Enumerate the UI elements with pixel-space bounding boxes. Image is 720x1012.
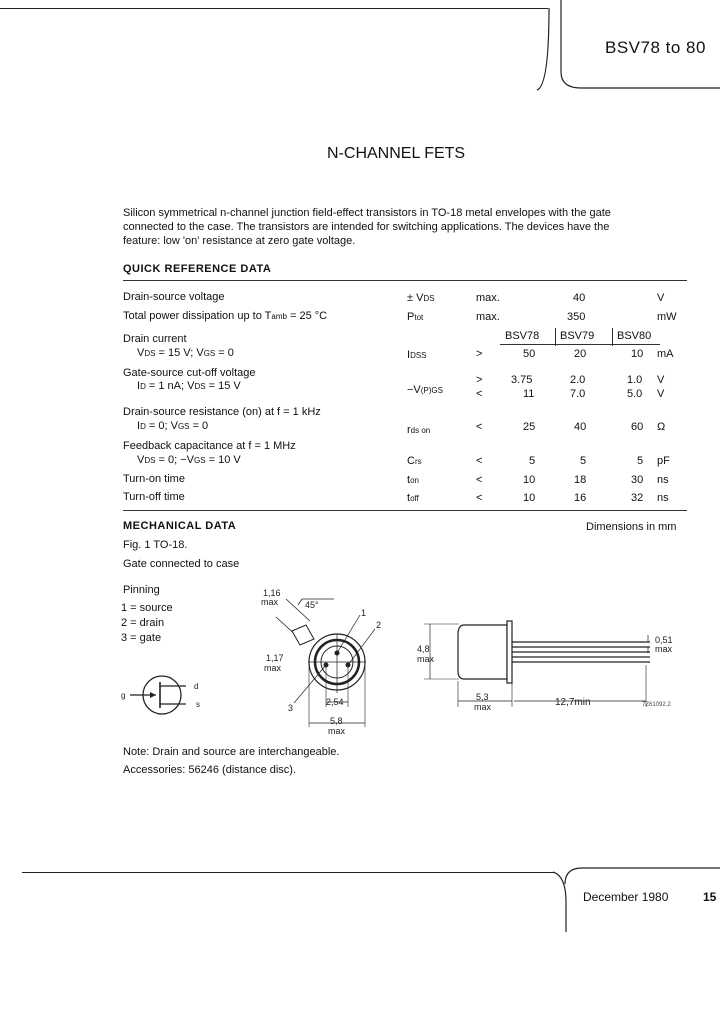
vp-unit-2: V (657, 388, 665, 400)
vds-label: Drain-source voltage (123, 291, 225, 303)
top-pin-2: 2 (376, 620, 382, 630)
idss-v1: 50 (523, 348, 536, 360)
top-dim-58-max: max (328, 726, 346, 735)
side-dim-53: 5,3 (476, 692, 489, 702)
idss-cond-label: VDS = 15 V; VGS = 0 (137, 347, 234, 359)
dims-note: Dimensions in mm (586, 521, 677, 533)
vds-cond: max. (476, 292, 500, 304)
qrd-rule (123, 280, 687, 281)
top-dim-117-max: max (264, 663, 282, 673)
qrd-end-rule (123, 510, 687, 511)
rds-cond: < (476, 421, 483, 433)
side-dim-051: 0,51 (655, 635, 673, 645)
ptot-symbol: Ptot (407, 311, 424, 323)
pinning-title: Pinning (123, 584, 160, 596)
fet-symbol (118, 672, 208, 718)
side-dim-127: 12,7min (555, 697, 591, 708)
rds-v3: 60 (631, 421, 644, 433)
crs-label: Feedback capacitance at f = 1 MHz (123, 440, 296, 452)
product-name: BSV78 to 80 (605, 38, 706, 57)
vds-unit: V (657, 292, 665, 304)
toff-v1: 10 (523, 492, 536, 504)
crs-v3: 5 (637, 455, 644, 467)
vp-min-2: 2.0 (570, 374, 586, 386)
top-dim-254: 2,54 (326, 697, 344, 707)
symbol-s-label: s (196, 700, 200, 709)
vp-symbol: −V(P)GS (407, 384, 443, 396)
ptot-cond: max. (476, 311, 500, 323)
vp-label: Gate-source cut-off voltage (123, 367, 256, 379)
toff-label: Turn-off time (123, 491, 185, 503)
vp-cond-label: ID = 1 nA; VDS = 15 V (137, 380, 241, 392)
note-interchangeable: Note: Drain and source are interchangeable. (123, 746, 340, 758)
crs-v2: 5 (580, 455, 587, 467)
col-header-bsv78: BSV78 (505, 330, 540, 342)
intro-line-1: Silicon symmetrical n-channel junction field-effect transistors in TO-18 metal envelopes with the gate (123, 207, 611, 219)
top-dim-58: 5,8 (330, 716, 343, 726)
rds-unit: Ω (657, 421, 666, 433)
note-accessories: Accessories: 56246 (distance disc). (123, 764, 297, 776)
top-pin-3: 3 (288, 703, 294, 713)
ton-v2: 18 (574, 474, 587, 486)
rds-symbol: rds on (407, 424, 431, 436)
intro-line-3: feature: low 'on' resistance at zero gate voltage. (123, 235, 356, 247)
col-divider-2 (612, 328, 613, 346)
col-header-bsv79: BSV79 (560, 330, 595, 342)
ton-v3: 30 (631, 474, 644, 486)
vp-min-1: 3.75 (511, 374, 533, 386)
footer-rule (22, 872, 554, 873)
idss-v3: 10 (631, 348, 644, 360)
rds-v1: 25 (523, 421, 536, 433)
pin-1: 1 = source (121, 602, 173, 614)
side-dim-051-max: max (655, 644, 673, 654)
side-dim-48-max: max (417, 654, 435, 664)
top-dim-117: 1,17 (266, 653, 284, 663)
ptot-value: 350 (567, 311, 586, 323)
vp-max-1: 11 (523, 388, 535, 400)
vds-value: 40 (573, 292, 586, 304)
ton-label: Turn-on time (123, 473, 185, 485)
crs-symbol: Crs (407, 455, 422, 467)
ton-cond: < (476, 474, 483, 486)
fig-caption: Fig. 1 TO-18. (123, 539, 188, 551)
ton-unit: ns (657, 474, 669, 486)
footer-page-number: 15 (703, 890, 717, 904)
ton-symbol: ton (407, 474, 419, 486)
idss-symbol: IDSS (407, 349, 427, 361)
top-angle: 45° (305, 600, 319, 610)
vp-max-2: 7.0 (570, 388, 586, 400)
vp-min-3: 1.0 (627, 374, 643, 386)
ptot-label: Total power dissipation up to Tamb = 25 °C (123, 310, 328, 322)
symbol-g-label: g (121, 691, 126, 700)
idss-unit: mA (657, 348, 674, 360)
col-divider-1 (555, 328, 556, 346)
idss-cond: > (476, 348, 483, 360)
mech-heading: MECHANICAL DATA (123, 520, 237, 532)
ton-v1: 10 (523, 474, 536, 486)
pin-2: 2 = drain (121, 617, 165, 629)
crs-v1: 5 (529, 455, 536, 467)
pin-3: 3 = gate (121, 632, 162, 644)
col-header-rule (500, 344, 660, 345)
top-pin-1: 1 (361, 608, 367, 618)
vp-max-3: 5.0 (627, 388, 643, 400)
vds-symbol: ± VDS (407, 292, 435, 304)
toff-v2: 16 (574, 492, 587, 504)
crs-cond: < (476, 455, 483, 467)
ptot-unit: mW (657, 311, 677, 323)
footer-date: December 1980 (583, 890, 669, 904)
header-rule (0, 8, 548, 9)
toff-cond: < (476, 492, 483, 504)
intro-line-2: connected to the case. The transistors are intended for switching applications. The devices have the (123, 221, 610, 233)
figure-ref-code: 7Z61092.2 (642, 702, 671, 708)
vp-cond-max: < (476, 388, 483, 400)
to18-side-view (412, 615, 692, 715)
symbol-d-label: d (194, 682, 199, 691)
side-dim-53-max: max (474, 702, 492, 712)
page-title: N-CHANNEL FETS (327, 145, 466, 162)
crs-cond-label: VDS = 0; −VGS = 10 V (137, 454, 241, 466)
qrd-heading: QUICK REFERENCE DATA (123, 263, 272, 275)
side-dim-48: 4,8 (417, 644, 430, 654)
toff-v3: 32 (631, 492, 644, 504)
idss-label: Drain current (123, 333, 187, 345)
top-dim-116: 1,16 (263, 588, 281, 598)
vp-unit: V (657, 374, 665, 386)
idss-v2: 20 (574, 348, 587, 360)
top-dim-116-max: max (261, 597, 279, 607)
to18-top-view (250, 585, 390, 735)
gate-note: Gate connected to case (123, 558, 240, 570)
col-header-bsv80: BSV80 (617, 330, 652, 342)
crs-unit: pF (657, 455, 670, 467)
rds-v2: 40 (574, 421, 587, 433)
vp-cond-min: > (476, 374, 483, 386)
rds-cond-label: ID = 0; VGS = 0 (137, 420, 209, 432)
rds-label: Drain-source resistance (on) at f = 1 kHz (123, 406, 321, 418)
toff-symbol: toff (407, 492, 419, 504)
toff-unit: ns (657, 492, 669, 504)
